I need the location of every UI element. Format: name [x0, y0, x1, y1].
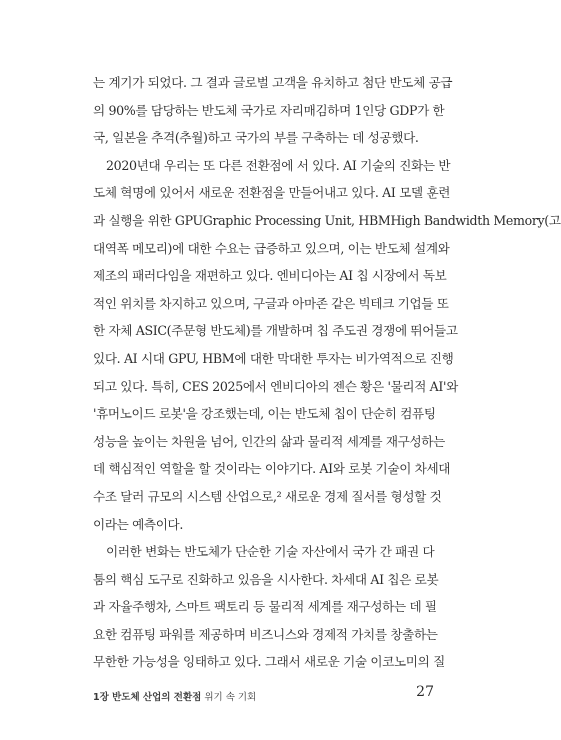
text-line: 요한 컴퓨팅 파워를 제공하며 비즈니스와 경제적 가치를 창출하는 [93, 626, 438, 642]
text-line: 무한한 가능성을 잉태하고 있다. 그래서 새로운 기술 이코노미의 질 [93, 654, 445, 670]
text-line: '휴머노이드 로봇'을 강조했는데, 이는 반도체 칩이 단순히 컴퓨팅 [93, 406, 436, 422]
text-line: 과 자율주행차, 스마트 팩토리 등 물리적 세계를 재구성하는 데 필 [93, 599, 437, 615]
text-line: 과 실행을 위한 GPUGraphic Processing Unit, HBMHigh Bandwidth Memory(고 [93, 212, 561, 228]
text-line: 제조의 패러다임을 재편하고 있다. 엔비디아는 AI 칩 시장에서 독보 [93, 268, 447, 284]
page-number: 27 [416, 684, 434, 700]
body-text [93, 69, 561, 676]
text-line: 2020년대 우리는 또 다른 전환점에 서 있다. AI 기술의 진화는 반 [106, 157, 451, 173]
text-line: 수조 달러 규모의 시스템 산업으로,² 새로운 경제 질서를 형성할 것 [93, 488, 442, 504]
text-line: 대역폭 메모리)에 대한 수요는 급증하고 있으며, 이는 반도체 설계와 [93, 240, 450, 256]
running-footer [93, 689, 256, 703]
text-line: 툼의 핵심 도구로 진화하고 있음을 시사한다. 차세대 AI 칩은 로봇 [93, 571, 439, 587]
text-line: 도체 혁명에 있어서 새로운 전환점을 만들어내고 있다. AI 모델 훈련 [93, 185, 451, 201]
text-line: 데 핵심적인 역할을 할 것이라는 이야기다. AI와 로봇 기술이 차세대 [93, 461, 451, 477]
text-line: 의 90%를 담당하는 반도체 국가로 자리매김하며 1인당 GDP가 한 [93, 102, 445, 118]
text-line: 한 자체 ASIC(주문형 반도체)를 개발하며 칩 주도권 경쟁에 뛰어들고 [93, 323, 458, 339]
text-line: 이라는 예측이다. [93, 516, 184, 532]
text-line: 는 계기가 되었다. 그 결과 글로벌 고객을 유치하고 첨단 반도체 공급 [93, 75, 453, 90]
text-line: 되고 있다. 특히, CES 2025에서 엔비디아의 젠슨 황은 '물리적 AI'와 [93, 378, 458, 394]
text-line: 성능을 높이는 차원을 넘어, 인간의 삶과 물리적 세계를 재구성하는 [93, 433, 445, 449]
chapter-title: 1장 반도체 산업의 전환점 [93, 692, 202, 703]
text-line: 국, 일본을 추격(추월)하고 국가의 부를 구축하는 데 성공했다. [93, 130, 419, 146]
chapter-subtitle: 위기 속 기회 [201, 692, 257, 703]
text-line: 있다. AI 시대 GPU, HBM에 대한 막대한 투자는 비가역적으로 진행 [93, 350, 454, 366]
text-line: 이러한 변화는 반도체가 단순한 기술 자산에서 국가 간 패권 다 [106, 544, 435, 560]
text-line: 적인 위치를 차지하고 있으며, 구글과 아마존 같은 빅테크 기업들 또 [93, 295, 449, 311]
